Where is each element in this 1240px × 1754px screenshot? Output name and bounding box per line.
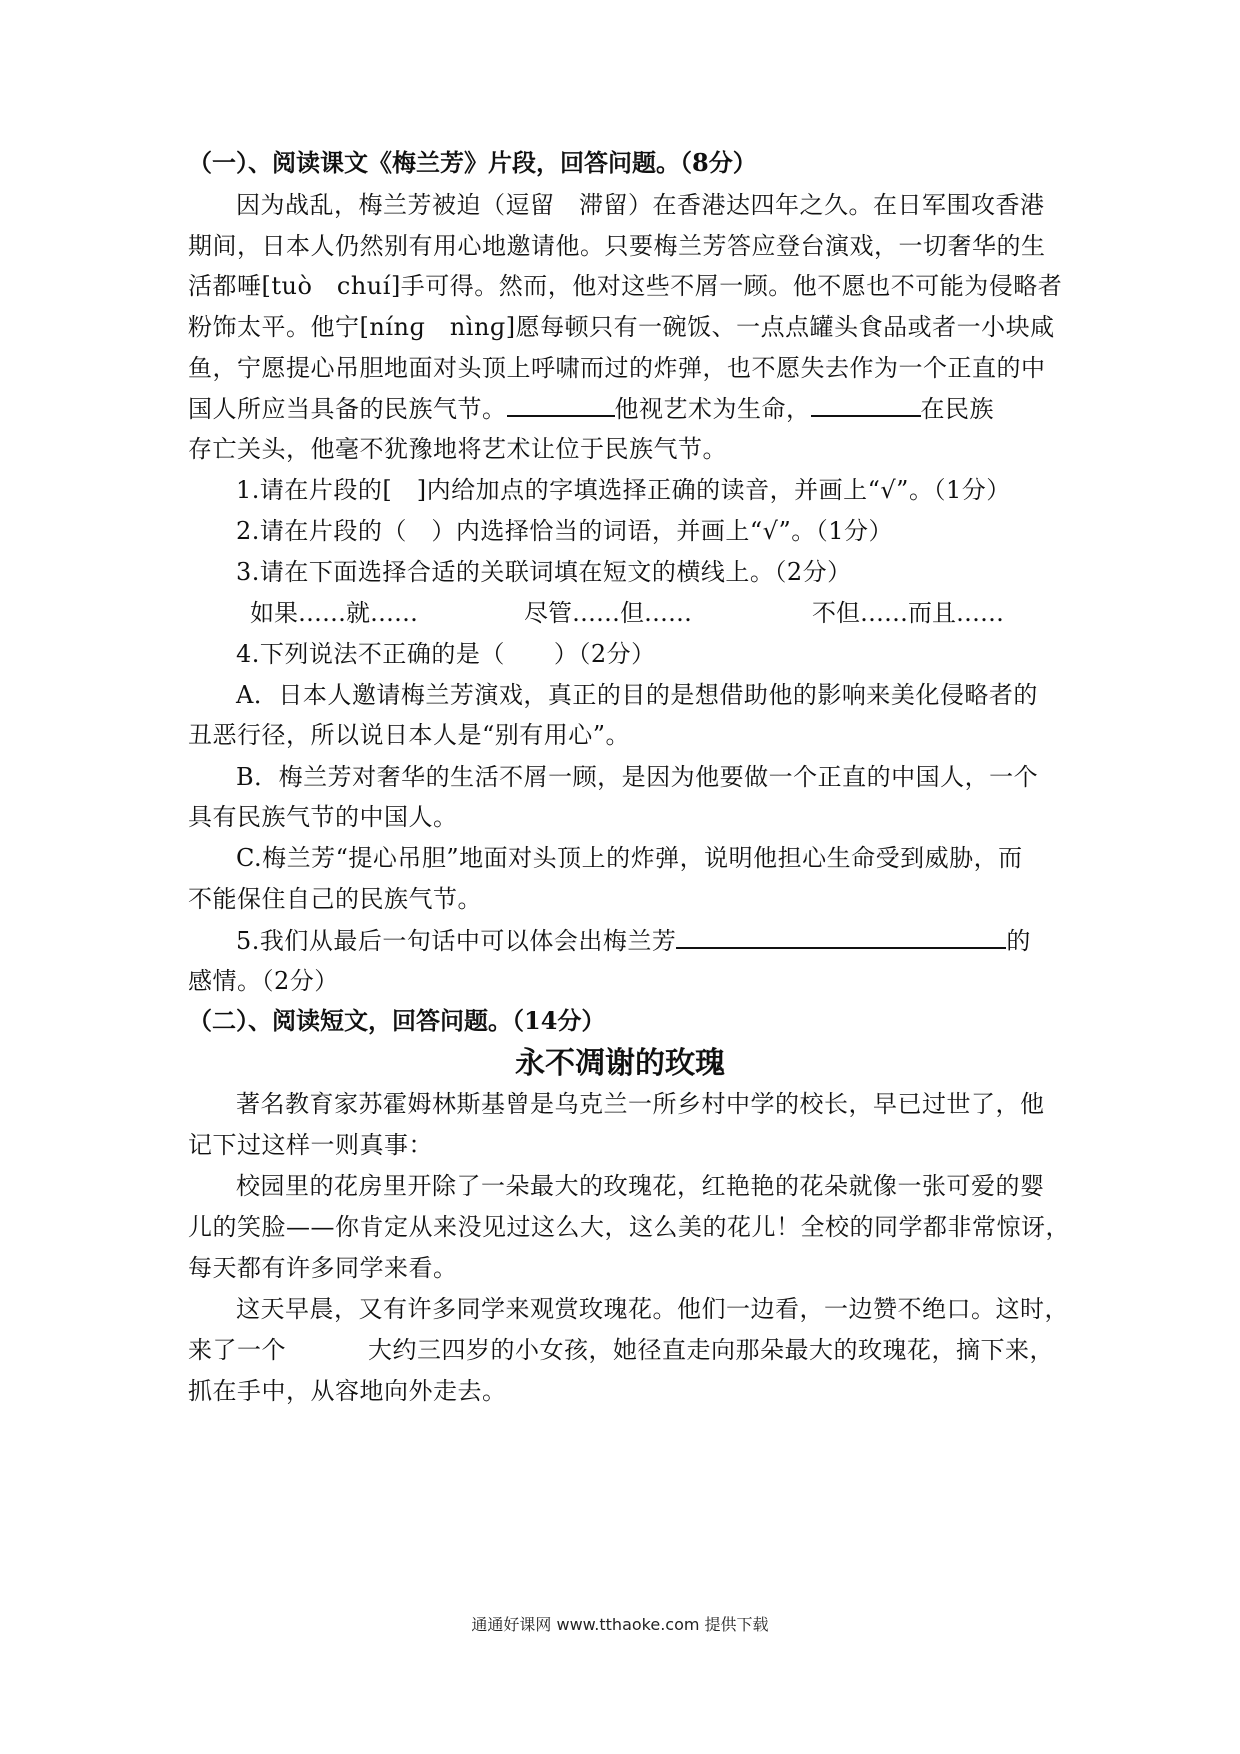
article-p3-line-1: 这天早晨，又有许多同学来观赏玫瑰花。他们一边看，一边赞不绝口。这时， [236,1295,1069,1323]
question-5-line-2: 感情。（2分） [188,967,339,995]
article-title: 永不凋谢的玫瑰 [515,1046,725,1081]
question-1: 1.请在片段的[ ]内给加点的字填选择正确的读音，并画上“√”。（1分） [236,476,1011,504]
passage-line-6-text-b: 他视艺术为生命， [614,395,811,423]
passage-line-2: 期间，日本人仍然别有用心地邀请他。只要梅兰芳答应登台演戏，一切奢华的生 [188,232,1046,260]
passage-line-5: 鱼，宁愿提心吊胆地面对头顶上呼啸而过的炸弹，也不愿失去作为一个正直的中 [188,354,1046,382]
question-4: 4.下列说法不正确的是（ ）（2分） [236,640,656,668]
option-a-line-2: 丑恶行径，所以说日本人是“别有用心”。 [188,721,631,749]
conjunction-option-2: 尽管……但…… [524,599,692,627]
option-b-line-2: 具有民族气节的中国人。 [188,803,458,831]
option-c-line-1: C.梅兰芳“提心吊胆”地面对头顶上的炸弹，说明他担心生命受到威胁，而 [236,844,1023,872]
article-p1-line-2: 记下过这样一则真事： [188,1131,433,1159]
article-p3-line-2-text-a: 来了一个 [188,1336,286,1364]
question-5 [236,923,1052,958]
option-a-line-1: A．日本人邀请梅兰芳演戏，真正的目的是想借助他的影响来美化侵略者的 [236,681,1038,709]
passage-line-1: 因为战乱，梅兰芳被迫（逗留 滞留）在香港达四年之久。在日军围攻香港 [236,191,1045,219]
article-p3-line-3: 抓在手中，从容地向外走去。 [188,1377,507,1405]
option-c-line-2: 不能保住自己的民族气节。 [188,885,482,913]
option-b-line-1: B．梅兰芳对奢华的生活不屑一顾，是因为他要做一个正直的中国人，一个 [236,763,1039,791]
question-3: 3.请在下面选择合适的关联词填在短文的横线上。（2分） [236,558,852,586]
article-p3-line-2-text-b: 大约三四岁的小女孩，她径直走向那朵最大的玫瑰花，摘下来， [368,1336,1054,1364]
fill-blank-2[interactable] [811,391,921,417]
question-2: 2.请在片段的（ ）内选择恰当的词语，并画上“√”。（1分） [236,517,893,545]
fill-blank-3[interactable] [676,923,1006,949]
passage-line-6-text-c: 在民族 [920,395,994,423]
article-p2-line-1: 校园里的花房里开除了一朵最大的玫瑰花，红艳艳的花朵就像一张可爱的婴 [236,1172,1045,1200]
article-p2-line-2: 儿的笑脸——你肯定从来没见过这么大，这么美的花儿！全校的同学都非常惊讶， [188,1213,1070,1241]
article-p3-line-2 [188,1333,1052,1367]
passage-line-6 [188,391,1052,426]
section2-heading: （二）、阅读短文，回答问题。（14分） [188,1006,606,1035]
article-p2-line-3: 每天都有许多同学来看。 [188,1254,458,1282]
fill-blank-1[interactable] [507,391,615,417]
passage-line-3: 活都唾[tuò chuí]手可得。然而，他对这些不屑一顾。他不愿也不可能为侵略者 [188,272,1063,300]
question-5-text-b: 的 [1006,927,1031,955]
passage-line-6-text-a: 国人所应当具备的民族气节。 [188,395,507,423]
page-footer: 通通好课网 www.tthaoke.com 提供下载 [471,1615,769,1634]
passage-line-4: 粉饰太平。他宁[nínɡ nìnɡ]愿每顿只有一碗饭、一点点罐头食品或者一小块咸 [188,313,1055,341]
conjunction-option-3: 不但……而且…… [812,599,1004,627]
conjunction-option-1: 如果……就…… [250,599,418,627]
article-p1-line-1: 著名教育家苏霍姆林斯基曾是乌克兰一所乡村中学的校长，早已过世了，他 [236,1090,1045,1118]
question-5-text-a: 5.我们从最后一句话中可以体会出梅兰芳 [236,927,677,955]
passage-line-7: 存亡关头，他毫不犹豫地将艺术让位于民族气节。 [188,435,727,463]
section1-heading: （一）、阅读课文《梅兰芳》片段，回答问题。（8分） [188,148,757,177]
